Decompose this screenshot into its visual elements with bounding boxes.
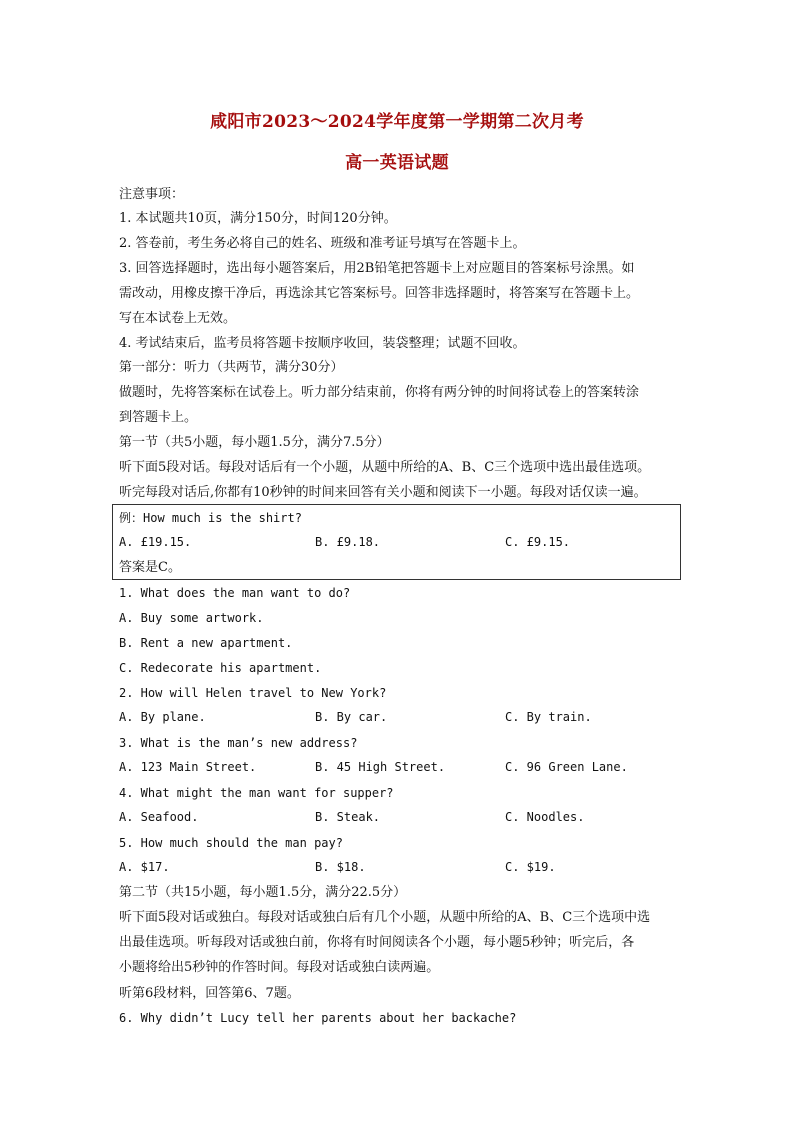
notice-item-3-line-1: 3. 回答选择题时，选出每小题答案后，用2B铅笔把答题卡上对应题目的答案标号涂黑。如 xyxy=(119,261,635,276)
question-5-option-c: C. $19. xyxy=(505,860,556,874)
question-1: 1. What does the man want to do? xyxy=(119,586,351,600)
section2-instruction-line-1: 听下面5段对话或独白。每段对话或独白后有几个小题，从题中所给的A、B、C三个选项中选 xyxy=(119,910,651,925)
exam-subtitle: 高一英语试题 xyxy=(345,153,449,173)
question-4-options xyxy=(119,810,684,827)
section2-instruction-line-2: 出最佳选项。听每段对话或独白前，你将有时间阅读各个小题，每小题5秒钟；听完后，各 xyxy=(119,935,635,950)
example-option-a: A. £19.15. xyxy=(119,535,192,549)
question-2-option-c: C. By train. xyxy=(505,710,592,724)
example-question: 例：How much is the shirt? xyxy=(119,511,302,525)
question-5-option-a: A. $17. xyxy=(119,860,170,874)
question-2-options xyxy=(119,710,684,727)
question-4-option-c: C. Noodles. xyxy=(505,810,585,824)
question-3-option-a: A. 123 Main Street. xyxy=(119,760,257,774)
notice-heading: 注意事项： xyxy=(119,187,185,202)
example-answer: 答案是C。 xyxy=(119,560,181,575)
question-4-option-a: A. Seafood. xyxy=(119,810,199,824)
section2-instruction-line-3: 小题将给出5秒钟的作答时间。每段对话或独白读两遍。 xyxy=(119,960,440,975)
part1-heading: 第一部分：听力（共两节，满分30分） xyxy=(119,360,344,375)
exam-title: 咸阳市2023～2024学年度第一学期第二次月考 xyxy=(210,112,584,132)
notice-item-3-line-3: 写在本试卷上无效。 xyxy=(119,311,237,326)
example-option-c: C. £9.15. xyxy=(505,535,571,549)
section1-heading: 第一节（共5小题，每小题1.5分，满分7.5分） xyxy=(119,435,390,450)
notice-item-3-line-2: 需改动，用橡皮擦干净后，再选涂其它答案标号。回答非选择题时，将答案写在答题卡上。 xyxy=(119,286,640,301)
question-5-options xyxy=(119,860,684,877)
section2-heading: 第二节（共15小题，每小题1.5分，满分22.5分） xyxy=(119,885,407,900)
question-1-option-a: A. Buy some artwork. xyxy=(119,611,264,625)
notice-item-1: 1. 本试题共10页，满分150分，时间120分钟。 xyxy=(119,211,397,226)
example-options xyxy=(119,535,684,552)
question-1-option-b: B. Rent a new apartment. xyxy=(119,636,293,650)
question-1-option-c: C. Redecorate his apartment. xyxy=(119,661,322,675)
notice-item-2: 2. 答卷前，考生务必将自己的姓名、班级和准考证号填写在答题卡上。 xyxy=(119,236,526,251)
notice-item-4: 4. 考试结束后，监考员将答题卡按顺序收回，装袋整理；试题不回收。 xyxy=(119,336,526,351)
question-5: 5. How much should the man pay? xyxy=(119,836,343,850)
question-4: 4. What might the man want for supper? xyxy=(119,786,394,800)
question-3-option-b: B. 45 High Street. xyxy=(315,760,446,774)
question-6: 6. Why didn’t Lucy tell her parents about her backache? xyxy=(119,1011,517,1025)
section1-instruction-line-1: 听下面5段对话。每段对话后有一个小题，从题中所给的A、B、C三个选项中选出最佳选项。 xyxy=(119,460,651,475)
part1-instruction-line-2: 到答题卡上。 xyxy=(119,410,198,425)
question-5-option-b: B. $18. xyxy=(315,860,366,874)
section1-instruction-line-2: 听完每段对话后,你都有10秒钟的时间来回答有关小题和阅读下一小题。每段对话仅读一遍。 xyxy=(119,485,647,500)
question-2-option-a: A. By plane. xyxy=(119,710,206,724)
question-2: 2. How will Helen travel to New York? xyxy=(119,686,387,700)
part1-instruction-line-1: 做题时，先将答案标在试卷上。听力部分结束前，你将有两分钟的时间将试卷上的答案转涂 xyxy=(119,385,640,400)
question-2-option-b: B. By car. xyxy=(315,710,388,724)
question-4-option-b: B. Steak. xyxy=(315,810,381,824)
example-option-b: B. £9.18. xyxy=(315,535,381,549)
question-3: 3. What is the man’s new address? xyxy=(119,736,358,750)
material-6-heading: 听第6段材料，回答第6、7题。 xyxy=(119,986,300,1001)
question-3-options xyxy=(119,760,684,777)
question-3-option-c: C. 96 Green Lane. xyxy=(505,760,628,774)
